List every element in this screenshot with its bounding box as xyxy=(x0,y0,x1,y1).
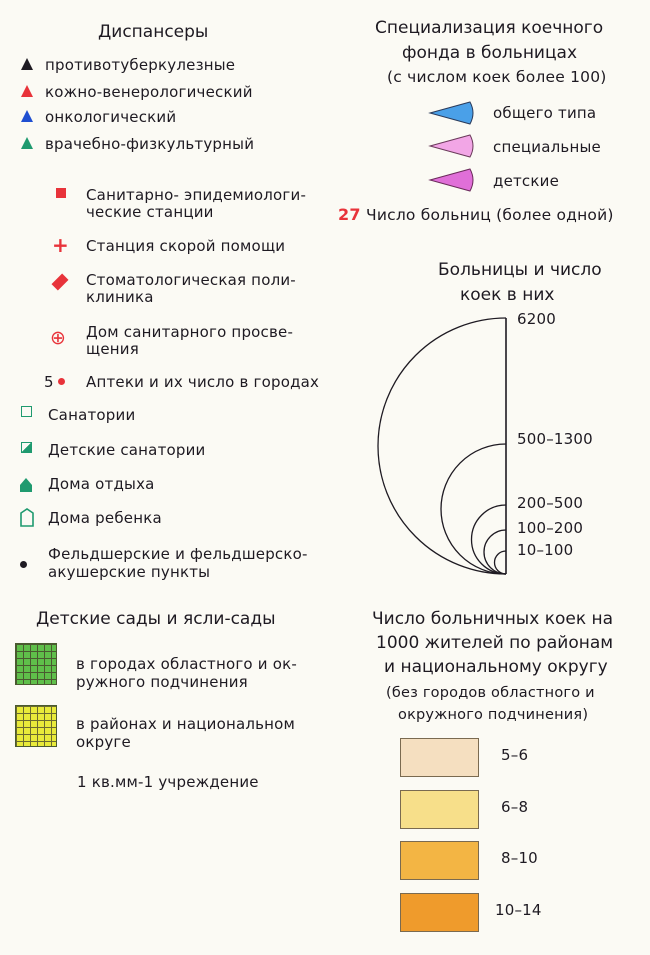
beds-class-label-5-6: 5–6 xyxy=(501,746,529,764)
scale-semicircle-500-1300 xyxy=(441,444,506,574)
kids-sanatoria-label: Детские санатории xyxy=(48,441,206,459)
rest-homes-label: Дома отдыха xyxy=(48,475,155,493)
scale-semicircle-200-500 xyxy=(472,505,507,574)
kindergarten-city-label-line1: в городах областного и ок- xyxy=(76,655,297,673)
general-hospital-label: общего типа xyxy=(493,104,597,122)
kindergarten-district-label-line2: округе xyxy=(76,733,131,751)
scale-label-100-200: 100–200 xyxy=(517,519,584,537)
baby-homes-label: Дома ребенка xyxy=(48,509,162,527)
hospital-count-number: 27 xyxy=(338,205,361,224)
kindergarten-scale-note: 1 кв.мм-1 учреждение xyxy=(77,773,259,791)
specialization-subtitle: (с числом коек более 100) xyxy=(387,68,607,86)
beds-class-swatch-5-6 xyxy=(400,738,479,777)
scale-label-6200: 6200 xyxy=(517,310,556,328)
beds-title-line2: 1000 жителей по районам xyxy=(376,633,614,653)
kindergarten-city-label-line2: ружного подчинения xyxy=(76,673,248,691)
sanepid-label-line1: Санитарно- эпидемиологи- xyxy=(86,186,307,204)
red-cross-icon: + xyxy=(52,233,69,257)
beds-class-swatch-6-8 xyxy=(400,790,479,829)
dispensary-label: противотуберкулезные xyxy=(45,56,236,74)
children-hospital-label: детские xyxy=(493,172,560,190)
sanedu-label-line1: Дом санитарного просве- xyxy=(86,323,294,341)
hospital-size-title-line2: коек в них xyxy=(460,285,555,305)
hospital-count-label: Число больниц (более одной) xyxy=(366,206,614,224)
dental-label-line2: клиника xyxy=(86,288,154,306)
scale-label-10-100: 10–100 xyxy=(517,541,574,559)
dental-label-line1: Стоматологическая поли- xyxy=(86,271,296,289)
special-hospital-label: специальные xyxy=(493,138,601,156)
beds-class-label-6-8: 6–8 xyxy=(501,798,529,816)
beds-title-line3: и национальному округу xyxy=(384,657,608,677)
sanatoria-label: Санатории xyxy=(48,406,136,424)
beds-class-swatch-10-14 xyxy=(400,893,479,932)
specialization-title-line1: Специализация коечного xyxy=(375,18,604,38)
red-circle-cross-icon: ⊕ xyxy=(50,327,66,349)
beds-subtitle-line2: окружного подчинения) xyxy=(398,707,589,723)
dispensary-label: кожно-венерологический xyxy=(45,83,253,101)
feldsher-label-line2: акушерские пункты xyxy=(48,563,211,581)
pharmacy-label: Аптеки и их число в городах xyxy=(86,373,320,391)
specialization-title-line2: фонда в больницах xyxy=(402,43,578,63)
kindergarten-district-label-line1: в районах и национальном xyxy=(76,715,296,733)
dispensaries-title: Диспансеры xyxy=(98,22,209,42)
feldsher-label-line1: Фельдшерские и фельдшерско- xyxy=(48,545,308,563)
scale-semicircle-6200 xyxy=(378,318,506,574)
hospital-size-title-line1: Больницы и число xyxy=(438,260,602,280)
kindergartens-title: Детские сады и ясли-сады xyxy=(36,609,276,629)
dispensary-label: онкологический xyxy=(45,108,177,126)
scale-label-500-1300: 500–1300 xyxy=(517,430,593,448)
dispensary-label: врачебно-физкультурный xyxy=(45,135,255,153)
beds-subtitle-line1: (без городов областного и xyxy=(386,685,595,701)
sanedu-label-line2: щения xyxy=(86,340,139,358)
scale-label-200-500: 200–500 xyxy=(517,494,584,512)
beds-class-label-8-10: 8–10 xyxy=(501,849,538,867)
sanepid-label-line2: ческие станции xyxy=(86,203,214,221)
scale-semicircle-10-100 xyxy=(495,551,507,574)
beds-class-label-10-14: 10–14 xyxy=(495,901,542,919)
pharmacy-number: 5 xyxy=(44,373,54,391)
beds-title-line1: Число больничных коек на xyxy=(372,609,614,629)
ambulance-label: Станция скорой помощи xyxy=(86,237,286,255)
beds-class-swatch-8-10 xyxy=(400,841,479,880)
